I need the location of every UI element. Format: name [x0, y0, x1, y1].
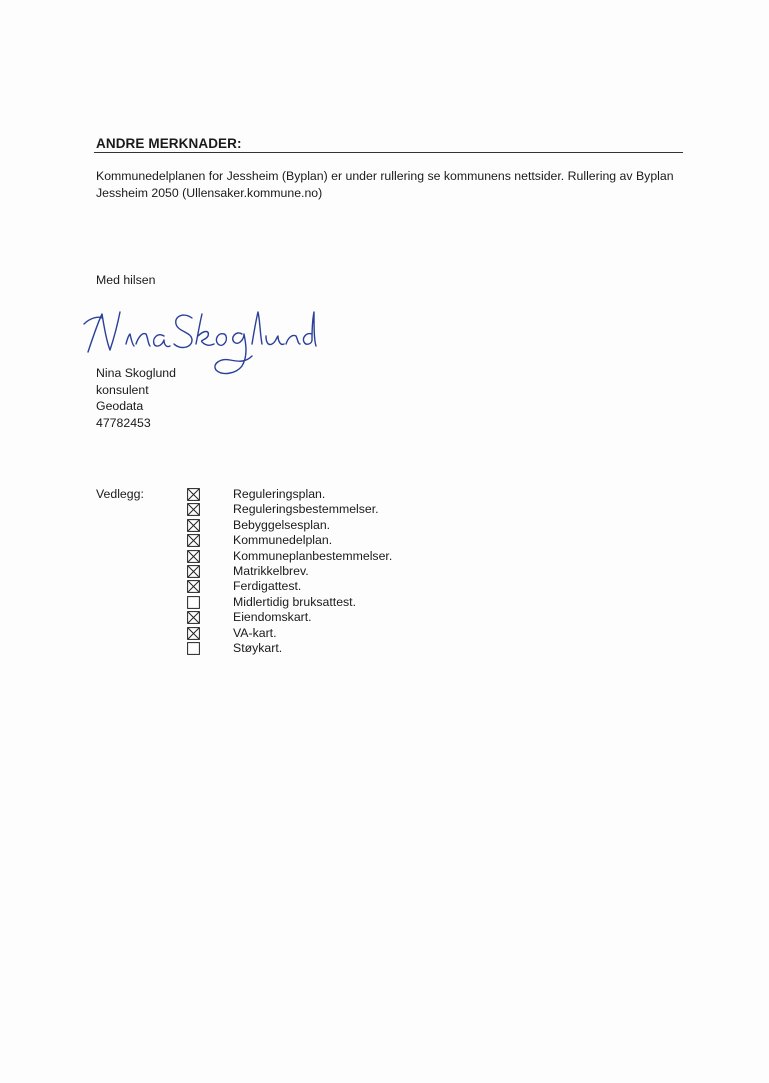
heading-underline	[94, 152, 683, 153]
attachments-label: Vedlegg:	[96, 487, 144, 501]
attachment-label: Reguleringsplan.	[233, 487, 326, 501]
attachment-label: VA-kart.	[233, 625, 277, 640]
checked-box-icon	[187, 550, 200, 563]
remarks-paragraph: Kommunedelplanen for Jessheim (Byplan) er under rullering se kommunens nettsider. Rullering av Byplan Jessheim 2050 (Ullensaker.kommune.no)	[96, 169, 674, 200]
signer-company: Geodata	[96, 399, 144, 413]
checked-box-icon	[187, 519, 200, 532]
checked-box-icon	[187, 503, 200, 516]
checked-box-icon	[187, 611, 200, 624]
signer-phone: 47782453	[96, 415, 151, 430]
attachment-label: Matrikkelbrev.	[233, 563, 309, 578]
checked-box-icon	[187, 580, 200, 593]
attachment-label: Midlertidig bruksattest.	[233, 594, 357, 609]
attachment-label: Reguleringsbestemmelser.	[233, 502, 379, 517]
empty-box-icon	[187, 596, 200, 609]
signer-title: konsulent	[96, 382, 149, 397]
closing-greeting: Med hilsen	[96, 273, 156, 287]
checked-box-icon	[187, 565, 200, 578]
signer-details	[96, 365, 176, 431]
empty-box-icon	[187, 642, 200, 655]
signer-name: Nina Skoglund	[96, 366, 176, 380]
checked-box-icon	[187, 488, 200, 501]
attachment-label: Eiendomskart.	[233, 610, 312, 625]
section-heading: ANDRE MERKNADER:	[96, 136, 242, 151]
attachment-label: Ferdigattest.	[233, 579, 302, 594]
attachment-label: Støykart.	[233, 640, 283, 655]
attachment-label: Bebyggelsesplan.	[233, 517, 331, 532]
checked-box-icon	[187, 627, 200, 640]
attachment-label: Kommuneplanbestemmelser.	[233, 548, 393, 563]
checked-box-icon	[187, 534, 200, 547]
attachment-label: Kommunedelplan.	[233, 533, 333, 548]
